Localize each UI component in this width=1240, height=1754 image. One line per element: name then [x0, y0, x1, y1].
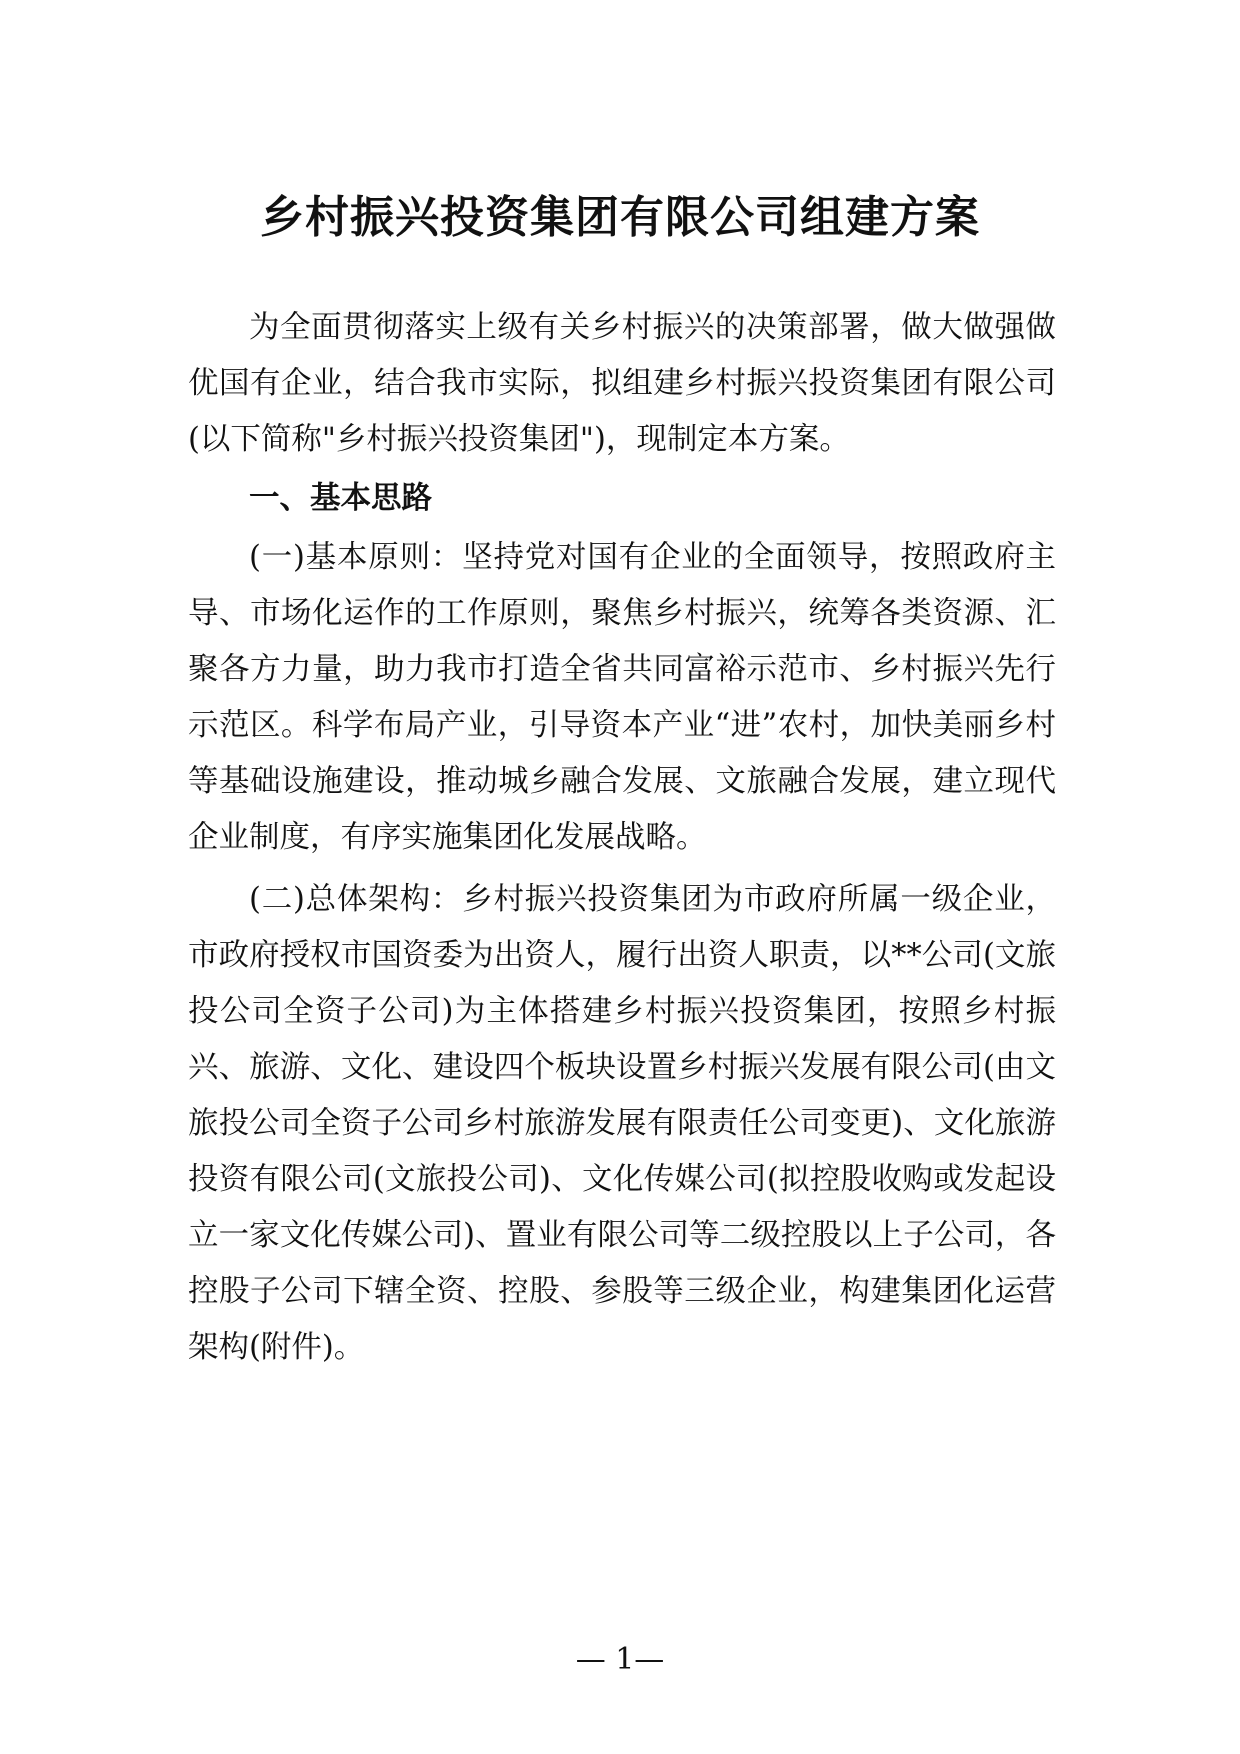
- paragraph-overall-structure: (二)总体架构：乡村振兴投资集团为市政府所属一级企业，市政府授权市国资委为出资人，履行出资人职责，以**公司(文旅投公司全资子公司)为主体搭建乡村振兴投资集团，按照乡村振兴、旅游、文化、建设四个板块设置乡村振兴发展有限公司(由文旅投公司全资子公司乡村旅游发展有限责任公司变更)、文化旅游投资有限公司(文旅投公司)、文化传媒公司(拟控股收购或发起设立一家文化传媒公司)、置业有限公司等二级控股以上子公司，各控股子公司下辖全资、控股、参股等三级企业，构建集团化运营架构(附件)。: [188, 882, 1056, 1365]
- page-number: — 1—: [575, 1642, 665, 1677]
- document-title: 乡村振兴投资集团有限公司组建方案: [260, 192, 980, 243]
- document-body: [188, 300, 1056, 1376]
- intro-paragraph: 为全面贯彻落实上级有关乡村振兴的决策部署，做大做强做优国有企业，结合我市实际，拟组建乡村振兴投资集团有限公司(以下简称"乡村振兴投资集团")，现制定本方案。: [188, 310, 1056, 457]
- paragraph-basic-principles: (一)基本原则：坚持党对国有企业的全面领导，按照政府主导、市场化运作的工作原则，聚焦乡村振兴，统筹各类资源、汇聚各方力量，助力我市打造全省共同富裕示范市、乡村振兴先行示范区。科学布局产业，引导资本产业“进”农村，加快美丽乡村等基础设施建设，推动城乡融合发展、文旅融合发展，建立现代企业制度，有序实施集团化发展战略。: [188, 540, 1056, 855]
- section-heading-basic-approach: 一、基本思路: [249, 481, 432, 516]
